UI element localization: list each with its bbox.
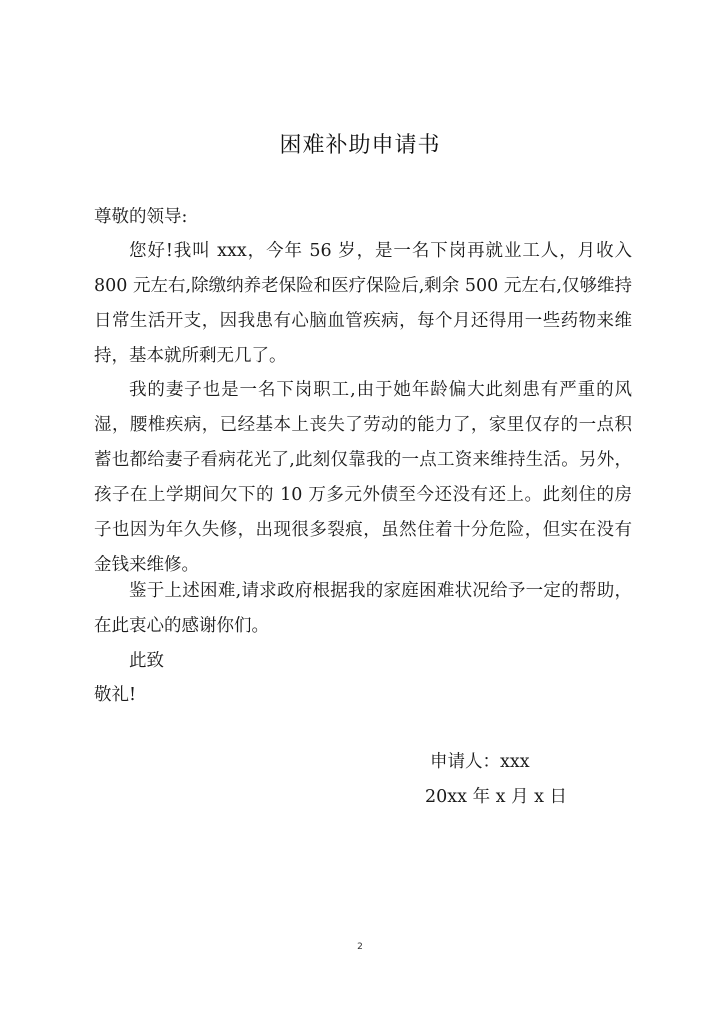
page-number: 2: [357, 942, 363, 952]
paragraph-2: 我的妻子也是一名下岗职工,由于她年龄偏大此刻患有严重的风湿，腰椎疾病，已经基本上丧失了劳动的能力了，家里仅存的一点积蓄也都给妻子看病花光了,此刻仅靠我的一点工资来维持生活。另外，孩子在上学期间欠下的 10 万多元外债至今还没有还上。此刻住的房子也因为年久失修，出现很多裂痕，虽然住着十分危险，但实在没有金钱来维修。: [94, 380, 632, 575]
application-date: 20xx 年 x 月 x 日: [425, 787, 568, 807]
closing-line-2: 敬礼!: [94, 685, 137, 705]
paragraph-1: 您好!我叫 xxx，今年 56 岁，是一名下岗再就业工人，月收入 800 元左右,除缴纳养老保险和医疗保险后,剩余 500 元左右,仅够维持日常生活开支，因我患有心脑血管疾病，每个月还得用一些药物来维持，基本就所剩无几了。: [94, 241, 632, 366]
closing-line-1: 此致: [129, 651, 164, 671]
applicant-signature: 申请人：xxx: [430, 752, 530, 772]
salutation: 尊敬的领导:: [94, 207, 188, 227]
document-title: 困难补助申请书: [279, 133, 441, 158]
paragraph-3: 鉴于上述困难,请求政府根据我的家庭困难状况给予一定的帮助，在此衷心的感谢你们。: [94, 581, 632, 636]
